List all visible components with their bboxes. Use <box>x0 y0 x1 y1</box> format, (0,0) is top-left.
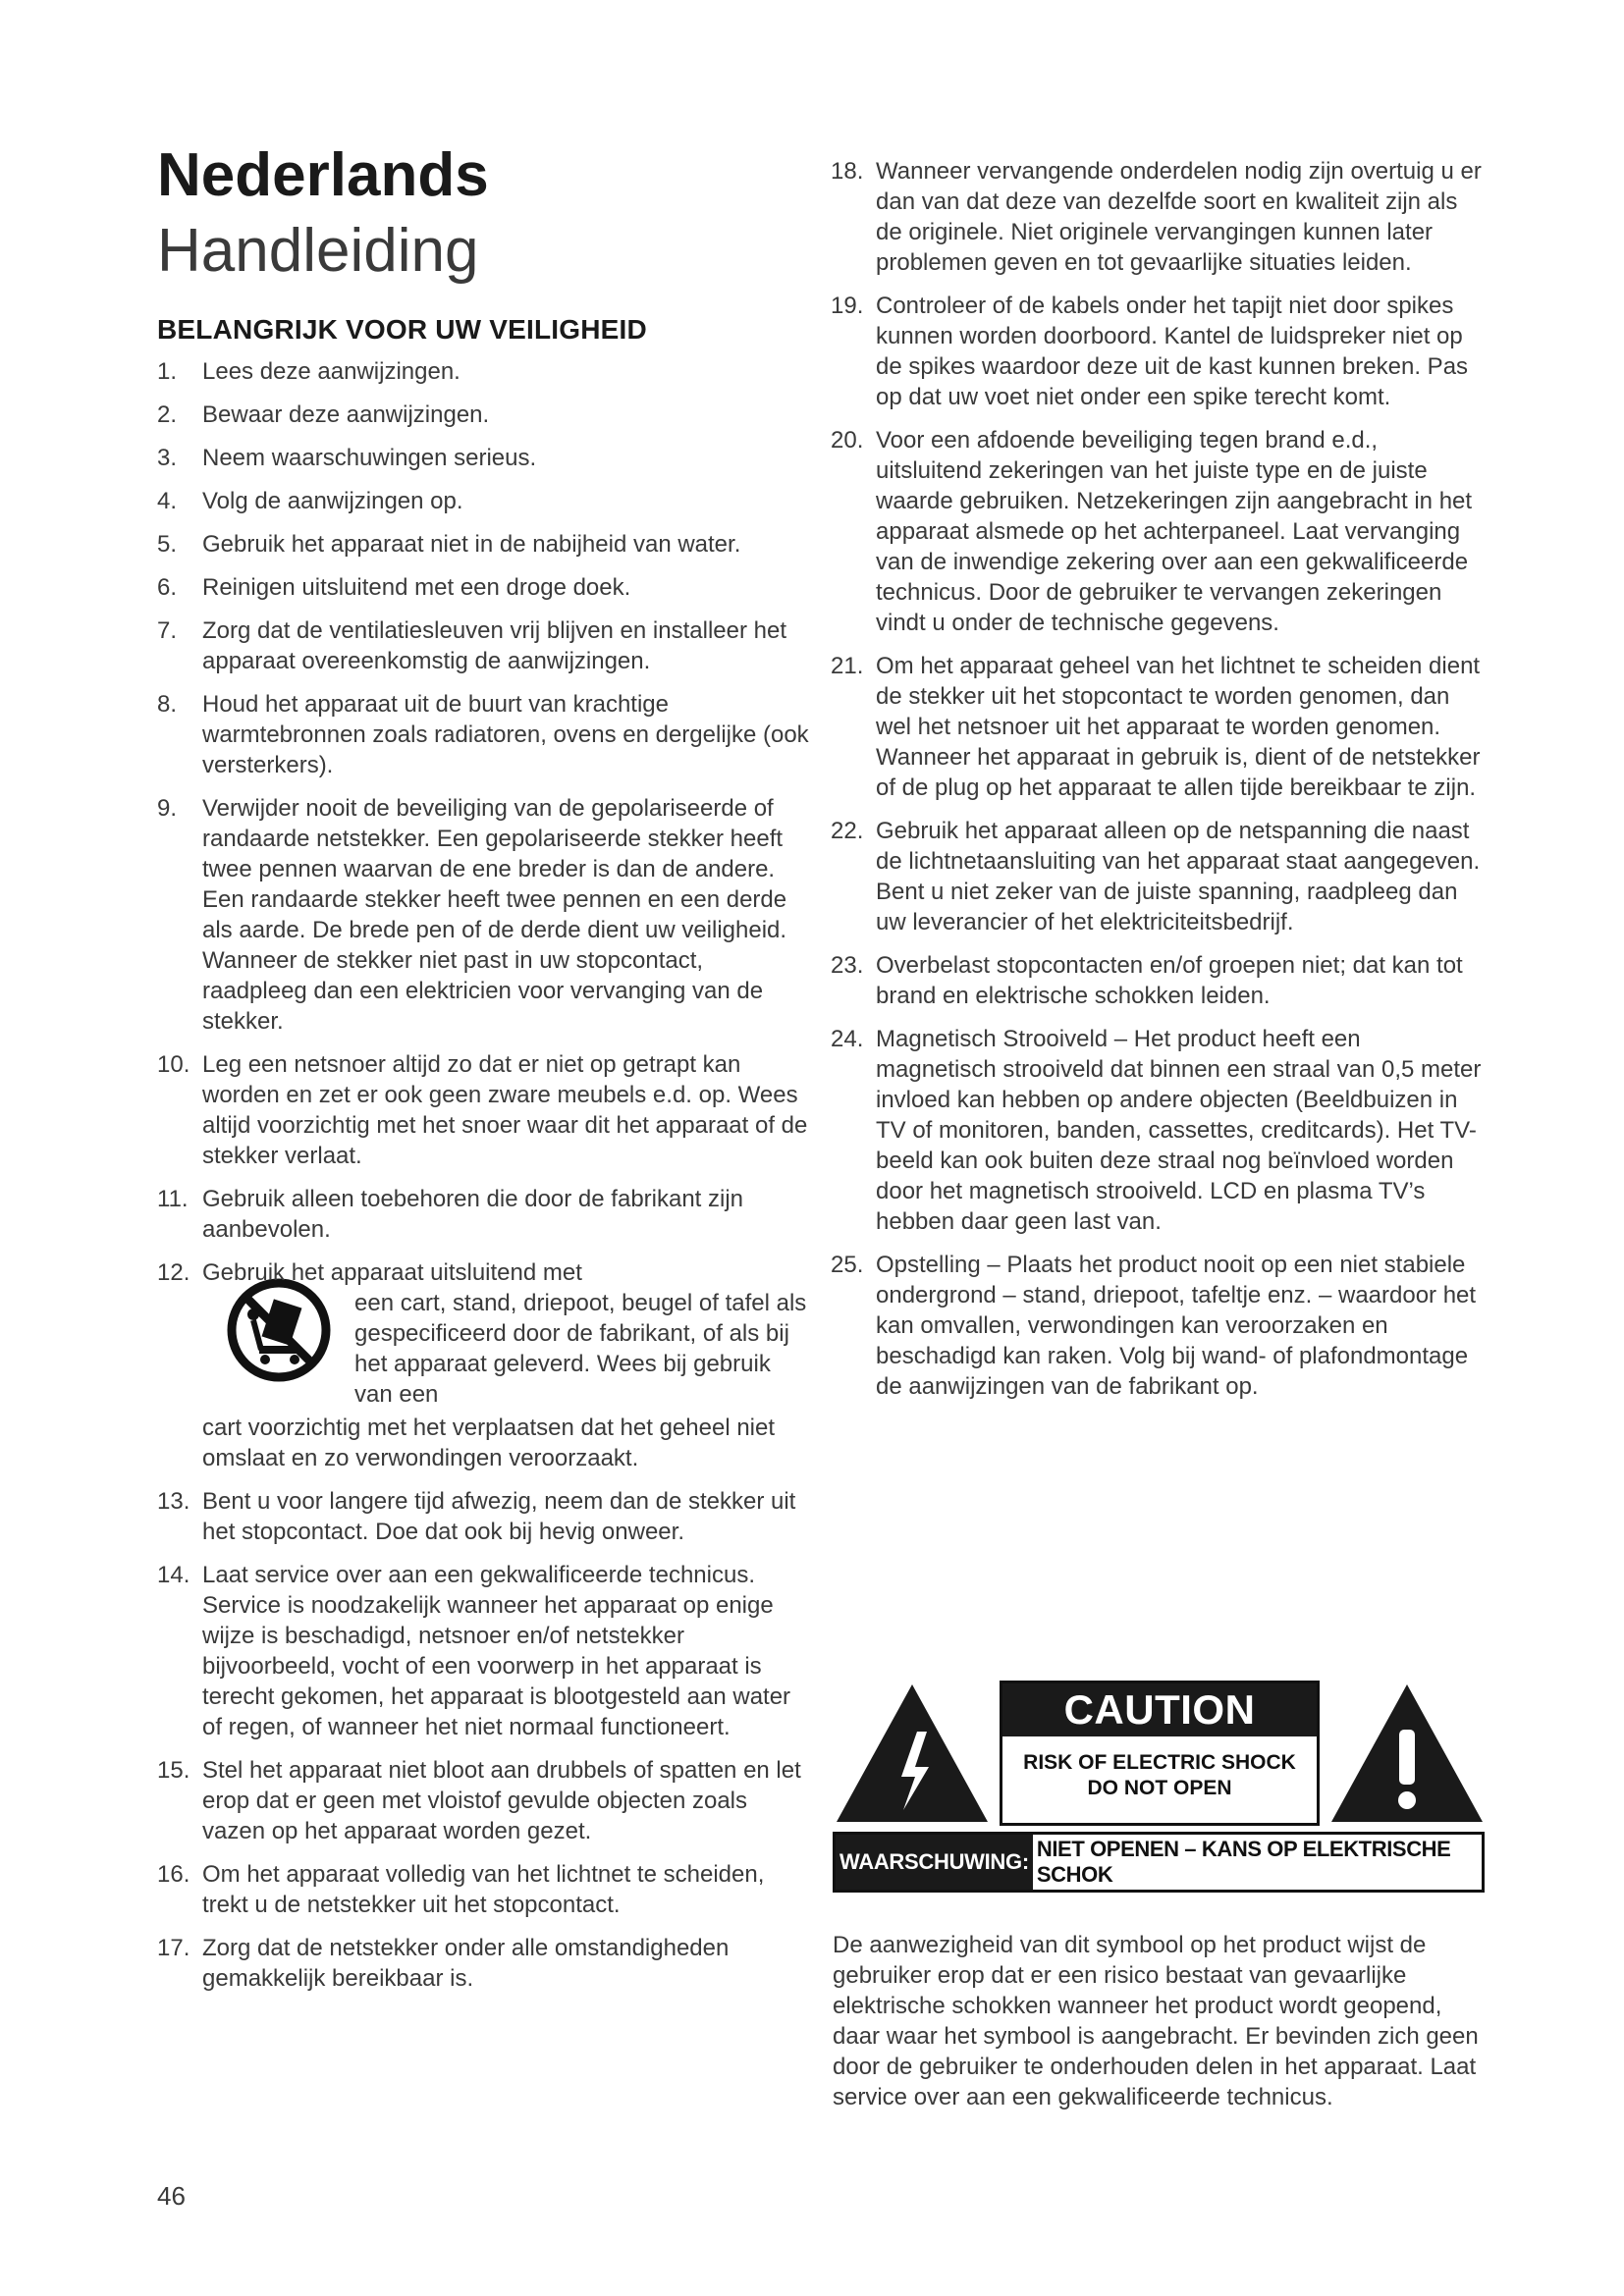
electric-shock-warning-icon <box>833 1681 992 1826</box>
section-heading: BELANGRIJK VOOR UW VEILIGHEID <box>157 314 647 345</box>
list-item <box>831 156 1485 278</box>
list-item <box>157 1933 810 1994</box>
item-text: Stel het apparaat niet bloot aan drubbels of spatten en let erop dat er geen met vloistof gevulde objecten zoals vazen op het apparaat worden gezet. <box>202 1757 801 1844</box>
item-text: Laat service over aan een gekwalificeerde technicus. Service is noodzakelijk wanneer het apparaat op enige wijze is beschadigd, netsnoer en/of netstekker bijvoorbeeld, vocht of een voorwerp in het apparaat is terecht gekomen, het apparaat is blootgesteld aan water of regen, of wanneer het niet normaal functioneert. <box>202 1562 791 1740</box>
item-text: Houd het apparaat uit de buurt van krachtige warmtebronnen zoals radiatoren, ovens en dergelijke (ook versterkers). <box>202 691 809 778</box>
list-item <box>831 1024 1485 1237</box>
list-item <box>831 425 1485 638</box>
item-number: 21. <box>831 653 864 679</box>
item-text: Verwijder nooit de beveiliging van de gepolariseerde of randaarde netstekker. Een gepolariseerde stekker heeft twee pennen waarvan de ene breder is dan de andere. Een randaarde stekker heeft twee pennen en een derde als aarde. De brede pen of de derde dient uw veiligheid. Wanneer de stekker niet past in uw stopcontact, raadpleeg dan een elektricien voor vervanging van de stekker. <box>202 795 787 1035</box>
list-item <box>157 1560 810 1742</box>
item-number: 18. <box>831 158 864 185</box>
item-number: 11. <box>157 1186 189 1212</box>
caution-line1: RISK OF ELECTRIC SHOCK <box>1023 1751 1296 1774</box>
item-number: 13. <box>157 1488 190 1515</box>
warning-text: NIET OPENEN – KANS OP ELEKTRISCHE SCHOK <box>1036 1837 1451 1887</box>
symbol-note: De aanwezigheid van dit symbool op het product wijst de gebruiker erop dat er een risico bestaat van gevaarlijke elektrische schokken wanneer het product wordt geopend, daar waar het symbool is aangebracht. Er bevinden zich geen door de gebruiker te onderhouden delen in het apparaat. Laat service over aan een gekwalificeerde technicus. <box>833 1932 1479 2110</box>
item-number: 14. <box>157 1562 190 1588</box>
item-text: Neem waarschuwingen serieus. <box>202 445 537 471</box>
item-12-line1: Gebruik het apparaat uitsluitend met <box>202 1259 582 1286</box>
item-number: 24. <box>831 1026 864 1052</box>
caution-label <box>833 1681 1485 1902</box>
list-item <box>157 1486 810 1547</box>
safety-list-right <box>831 156 1485 1415</box>
item-text: Opstelling – Plaats het product nooit op een niet stabiele ondergrond – stand, driepoot, tafeltje enz. – waardoor het kan omvallen, verwondingen kan veroorzaken en beschadigd kan raken. Volg bij wand- of plafondmontage de aanwijzingen van de fabrikant op. <box>876 1252 1477 1400</box>
item-number: 4. <box>157 488 178 514</box>
list-item-12 <box>157 1257 810 1473</box>
exclamation-warning-icon <box>1327 1681 1487 1826</box>
item-text: Reinigen uitsluitend met een droge doek. <box>202 574 631 601</box>
cart-warning-block <box>202 1257 810 1444</box>
item-number: 17. <box>157 1935 190 1961</box>
caution-box <box>1000 1681 1320 1826</box>
list-item <box>831 291 1485 412</box>
item-text: Bewaar deze aanwijzingen. <box>202 401 490 428</box>
item-12-rest: cart voorzichtig met het verplaatsen dat het geheel niet omslaat en zo verwondingen veroorzaakt. <box>202 1415 776 1471</box>
item-text: Gebruik alleen toebehoren die door de fabrikant zijn aanbevolen. <box>202 1186 744 1243</box>
item-number: 15. <box>157 1757 190 1784</box>
item-text: Wanneer vervangende onderdelen nodig zijn overtuig u er dan van dat deze van dezelfde soort en kwaliteit zijn als de originele. Niet originele vervangingen kunnen later problemen geven en tot gevaarlijke situaties leiden. <box>876 158 1482 276</box>
list-item <box>157 400 810 430</box>
item-number: 6. <box>157 574 178 601</box>
item-number: 5. <box>157 531 178 558</box>
caution-title: CAUTION <box>1002 1683 1317 1736</box>
list-item <box>831 1250 1485 1402</box>
item-12-indent: een cart, stand, driepoot, beugel of tafel als gespecificeerd door de fabrikant, of als bij het apparaat geleverd. Wees bij gebruik van een <box>354 1290 807 1408</box>
item-text: Gebruik het apparaat niet in de nabijheid van water. <box>202 531 741 558</box>
item-number: 23. <box>831 952 864 979</box>
list-item <box>157 486 810 516</box>
item-text: Gebruik het apparaat alleen op de netspanning die naast de lichtnetaansluiting van het apparaat staat aangegeven. Bent u niet zeker van de juiste spanning, raadpleeg dan uw leverancier of het elektriciteitsbedrijf. <box>876 818 1481 935</box>
item-text: Om het apparaat geheel van het lichtnet te scheiden dient de stekker uit het stopcontact te worden genomen, dan wel het netsnoer uit het apparaat te worden genomen. Wanneer het apparaat in gebruik is, dient of de netstekker of de plug op het apparaat te allen tijde bereikbaar te zijn. <box>876 653 1481 801</box>
item-text: Overbelast stopcontacten en/of groepen niet; dat kan tot brand en elektrische schokken leiden. <box>876 952 1463 1009</box>
list-item <box>831 651 1485 803</box>
warning-strip <box>833 1832 1485 1893</box>
item-number: 9. <box>157 795 178 822</box>
item-number: 12. <box>157 1259 190 1286</box>
item-number: 20. <box>831 427 864 454</box>
list-item <box>157 1184 810 1245</box>
item-text: Om het apparaat volledig van het lichtnet te scheiden, trekt u de netstekker uit het stopcontact. <box>202 1861 765 1918</box>
item-text: Volg de aanwijzingen op. <box>202 488 463 514</box>
item-text: Zorg dat de netstekker onder alle omstandigheden gemakkelijk bereikbaar is. <box>202 1935 730 1992</box>
list-item <box>157 615 810 676</box>
item-text: Bent u voor langere tijd afwezig, neem dan de stekker uit het stopcontact. Doe dat ook bij hevig onweer. <box>202 1488 796 1545</box>
list-item <box>157 529 810 560</box>
list-item <box>831 950 1485 1011</box>
item-text: Voor een afdoende beveiliging tegen brand e.d., uitsluitend zekeringen van het juiste type en de juiste waarde gebruiken. Netzekeringen zijn aangebracht in het apparaat alsmede op het achterpaneel. Laat vervanging van de inwendige zekering over aan een gekwalificeerde technicus. Door de gebruiker te vervangen zekeringen vindt u onder de technische gegevens. <box>876 427 1473 636</box>
item-number: 25. <box>831 1252 864 1278</box>
list-item <box>831 816 1485 937</box>
list-item <box>157 356 810 387</box>
page-subtitle: Handleiding <box>157 217 479 285</box>
item-number: 1. <box>157 358 178 385</box>
list-item <box>157 1859 810 1920</box>
list-item <box>157 689 810 780</box>
list-item <box>157 443 810 473</box>
item-text: Lees deze aanwijzingen. <box>202 358 460 385</box>
item-number: 22. <box>831 818 864 844</box>
list-item <box>157 572 810 603</box>
warning-label: WAARSCHUWING: <box>836 1835 1033 1890</box>
item-number: 19. <box>831 293 864 319</box>
item-number: 3. <box>157 445 178 471</box>
item-number: 2. <box>157 401 178 428</box>
item-text: Controleer of de kabels onder het tapijt niet door spikes kunnen worden doorboord. Kantel de luidspreker niet op de spikes waardoor deze uit de kast kunnen breken. Pas op dat uw voet niet onder een spike terecht komt. <box>876 293 1469 410</box>
list-item <box>157 1755 810 1846</box>
page-title: Nederlands <box>157 141 489 209</box>
item-number: 8. <box>157 691 178 718</box>
item-text: Magnetisch Strooiveld – Het product heeft een magnetisch strooiveld dat binnen een straal van 0,5 meter invloed kan hebben op andere objecten (Beeldbuizen in TV of monitoren, banden, cassettes, creditcards). Het TV-beeld kan ook buiten deze straal nog beïnvloed worden door het magnetisch strooiveld. LCD en plasma TV’s hebben daar geen last van. <box>876 1026 1482 1235</box>
caution-line2: DO NOT OPEN <box>1087 1777 1232 1799</box>
item-number: 10. <box>157 1051 190 1078</box>
safety-list-left <box>157 356 810 2006</box>
item-text: Zorg dat de ventilatiesleuven vrij blijven en installeer het apparaat overeenkomstig de aanwijzingen. <box>202 617 786 674</box>
item-text: Leg een netsnoer altijd zo dat er niet op getrapt kan worden en zet er ook geen zware meubels e.d. op. Wees altijd voorzichtig met het snoer waar dit het apparaat of de stekker verlaat. <box>202 1051 808 1169</box>
item-number: 7. <box>157 617 178 644</box>
list-item <box>157 1049 810 1171</box>
page-number: 46 <box>157 2181 186 2211</box>
list-item <box>157 793 810 1037</box>
item-number: 16. <box>157 1861 190 1888</box>
